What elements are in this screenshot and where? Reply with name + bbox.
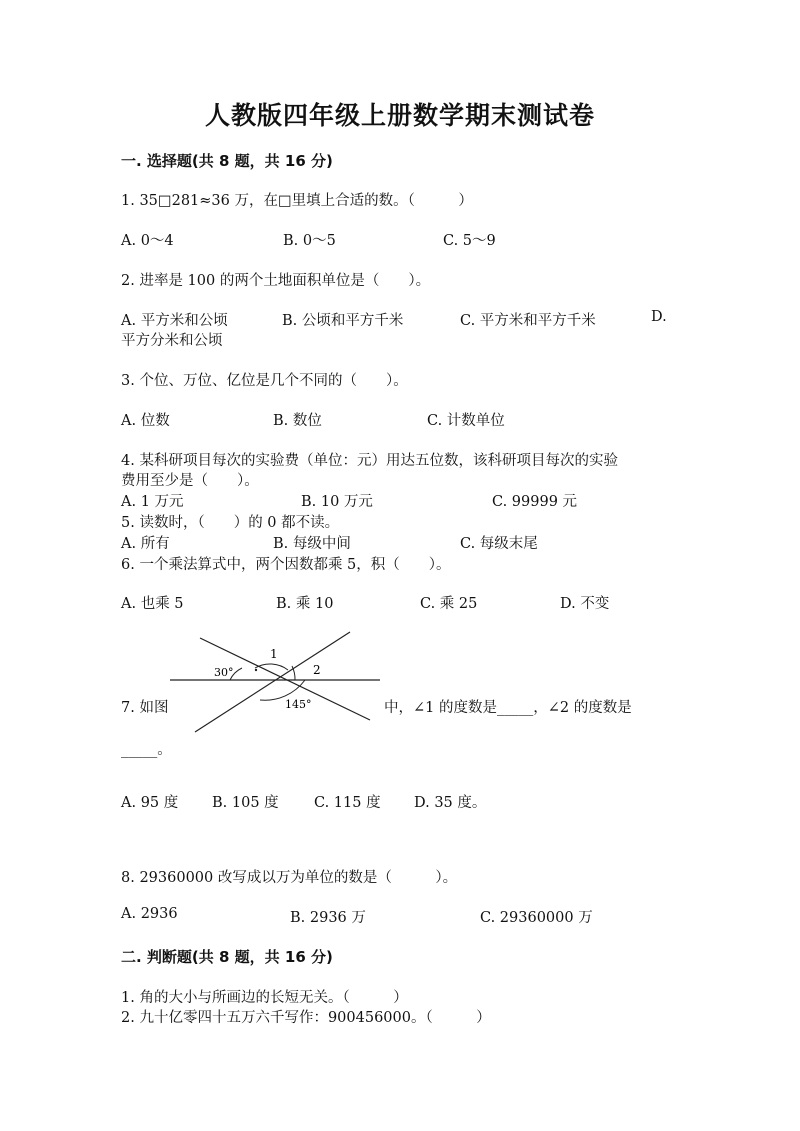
question-5-option-b: B. 每级中间	[273, 536, 351, 552]
question-8-option-c: C. 29360000 万	[480, 910, 593, 926]
question-5-option-a: A. 所有	[121, 536, 170, 552]
question-7-option-a: A. 95 度	[121, 795, 179, 811]
question-8-text: 8. 29360000 改写成以万为单位的数是（ ）。	[121, 870, 458, 886]
judge-2-text: 2. 九十亿零四十五万六千写作：900456000。（ ）	[121, 1010, 491, 1026]
label-angle-1: 1	[270, 647, 278, 661]
question-7-option-b: B. 105 度	[212, 795, 279, 811]
question-5-text: 5. 读数时，（ ）的 0 都不读。	[121, 515, 340, 531]
question-5-option-c: C. 每级末尾	[460, 536, 538, 552]
question-4-option-a: A. 1 万元	[121, 494, 184, 510]
angle-diagram	[170, 630, 380, 740]
question-2-option-b: B. 公顷和平方千米	[282, 313, 404, 329]
question-4-option-c: C. 99999 元	[492, 494, 578, 510]
question-6-option-c: C. 乘 25	[420, 596, 478, 612]
question-8-option-a: A. 2936	[121, 906, 178, 922]
question-7-suffix: 中，∠1 的度数是_____，∠2 的度数是	[384, 700, 632, 716]
question-2-option-a: A. 平方米和公顷	[121, 313, 228, 329]
angle-figure	[170, 630, 380, 740]
label-angle-2: 2	[313, 663, 321, 677]
question-8-option-b: B. 2936 万	[290, 910, 366, 926]
label-30-degree: 30°	[214, 666, 234, 679]
question-2-text: 2. 进率是 100 的两个土地面积单位是（ ）。	[121, 273, 431, 289]
section-heading-choice: 一. 选择题(共 8 题，共 16 分)	[121, 152, 333, 170]
question-2-option-d: D.	[651, 309, 667, 325]
question-2-option-d-text: 平方分米和公顷	[121, 333, 223, 349]
vertex-dot	[255, 669, 257, 671]
label-145-degree: 145°	[285, 698, 312, 711]
question-4-option-b: B. 10 万元	[301, 494, 373, 510]
question-1-text: 1. 35□281≈36 万，在□里填上合适的数。（ ）	[121, 193, 473, 209]
question-7-prefix: 7. 如图	[121, 700, 169, 716]
question-3-text: 3. 个位、万位、亿位是几个不同的（ ）。	[121, 373, 408, 389]
question-4-text-line2: 费用至少是（ ）。	[121, 473, 259, 489]
section-heading-judge: 二. 判断题(共 8 题，共 16 分)	[121, 948, 333, 966]
question-3-option-b: B. 数位	[273, 413, 322, 429]
question-6-option-a: A. 也乘 5	[121, 596, 184, 612]
question-3-option-c: C. 计数单位	[427, 413, 505, 429]
judge-1-text: 1. 角的大小与所画边的长短无关。（ ）	[121, 990, 408, 1006]
question-7-option-d: D. 35 度。	[414, 795, 487, 811]
question-6-option-d: D. 不变	[560, 596, 610, 612]
question-4-text: 4. 某科研项目每次的实验费（单位：元）用达五位数，该科研项目每次的实验	[121, 453, 618, 469]
question-2-option-c: C. 平方米和平方千米	[460, 313, 596, 329]
question-7-line2: _____。	[121, 742, 172, 758]
page-title: 人教版四年级上册数学期末测试卷	[204, 101, 595, 130]
question-7-option-c: C. 115 度	[314, 795, 381, 811]
question-3-option-a: A. 位数	[121, 413, 170, 429]
question-1-option-a: A. 0～4	[121, 233, 174, 249]
question-1-option-c: C. 5～9	[443, 233, 496, 249]
question-1-option-b: B. 0～5	[283, 233, 336, 249]
question-6-option-b: B. 乘 10	[276, 596, 334, 612]
question-6-text: 6. 一个乘法算式中，两个因数都乘 5，积（ ）。	[121, 557, 451, 573]
